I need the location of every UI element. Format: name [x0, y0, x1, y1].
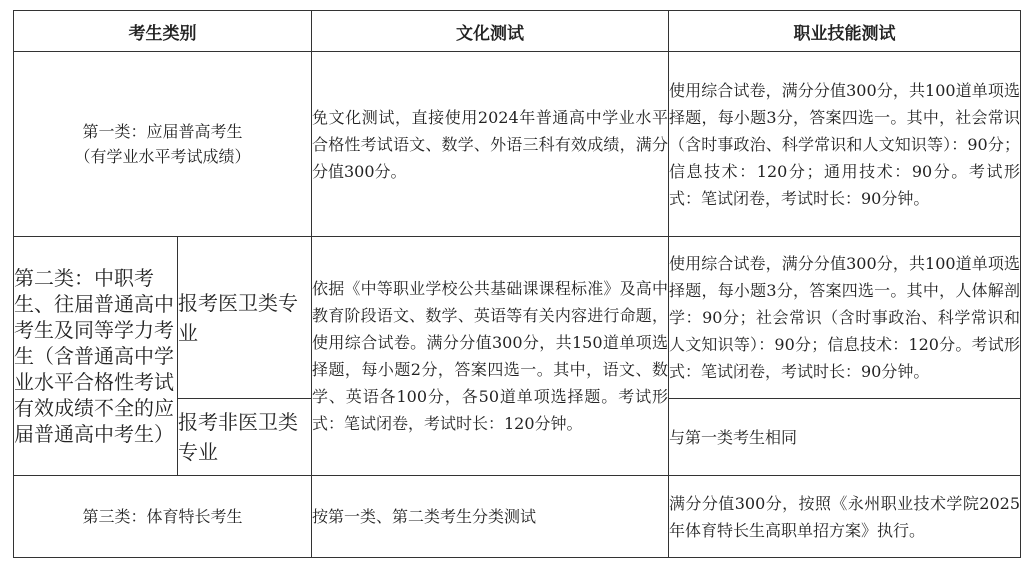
- table-row-category-2-medical: [14, 237, 1021, 399]
- exam-category-table: [13, 10, 1021, 558]
- category-2-skill-nonmedical: 与第一类考生相同: [669, 399, 1021, 476]
- table-row-category-1: [14, 52, 1021, 237]
- category-2-sub-nonmedical: 报考非医卫类专业: [178, 399, 312, 476]
- category-1-cell: [14, 52, 312, 237]
- table-header-row: [14, 11, 1021, 52]
- category-2-sub-medical: 报考医卫类专业: [178, 237, 312, 399]
- category-1-note: （有学业水平考试成绩）: [74, 147, 251, 166]
- header-culture: 文化测试: [312, 11, 669, 52]
- table-row-category-3: [14, 476, 1021, 558]
- header-skill: 职业技能测试: [669, 11, 1021, 52]
- category-3-skill: 满分分值300分，按照《永州职业技术学院2025年体育特长生高职单招方案》执行。: [669, 476, 1021, 558]
- category-1-title: 第一类：应届普高考生: [82, 122, 243, 141]
- category-2-skill-medical: 使用综合试卷，满分分值300分，共100道单项选择题，每小题3分，答案四选一。其中，人体解剖学：90分；社会常识（含时事政治、科学常识和人文知识等）：90分；信息技术：120分。考试形式：笔试闭卷，考试时长：90分钟。: [669, 237, 1021, 399]
- header-category: 考生类别: [14, 11, 312, 52]
- category-1-skill: 使用综合试卷，满分分值300分，共100道单项选择题，每小题3分，答案四选一。其中，社会常识（含时事政治、科学常识和人文知识等）：90分；信息技术：120分；通用技术：90分。考试形式：笔试闭卷，考试时长：90分钟。: [669, 52, 1021, 237]
- category-3-cell: 第三类：体育特长考生: [14, 476, 312, 558]
- category-2-cell: 第二类：中职考生、往届普通高中考生及同等学力考生（含普通高中学业水平合格性考试有效成绩不全的应届普通高中考生）: [14, 237, 178, 476]
- category-2-culture: 依据《中等职业学校公共基础课课程标准》及高中教育阶段语文、数学、英语等有关内容进行命题，使用综合试卷。满分分值300分，共150道单项选择题，每小题2分，答案四选一。其中，语文、数学、英语各100分，各50道单项选择题。考试形式：笔试闭卷，考试时长：120分钟。: [312, 237, 669, 476]
- category-3-culture: 按第一类、第二类考生分类测试: [312, 476, 669, 558]
- category-1-culture: 免文化测试，直接使用2024年普通高中学业水平合格性考试语文、数学、外语三科有效成绩，满分分值300分。: [312, 52, 669, 237]
